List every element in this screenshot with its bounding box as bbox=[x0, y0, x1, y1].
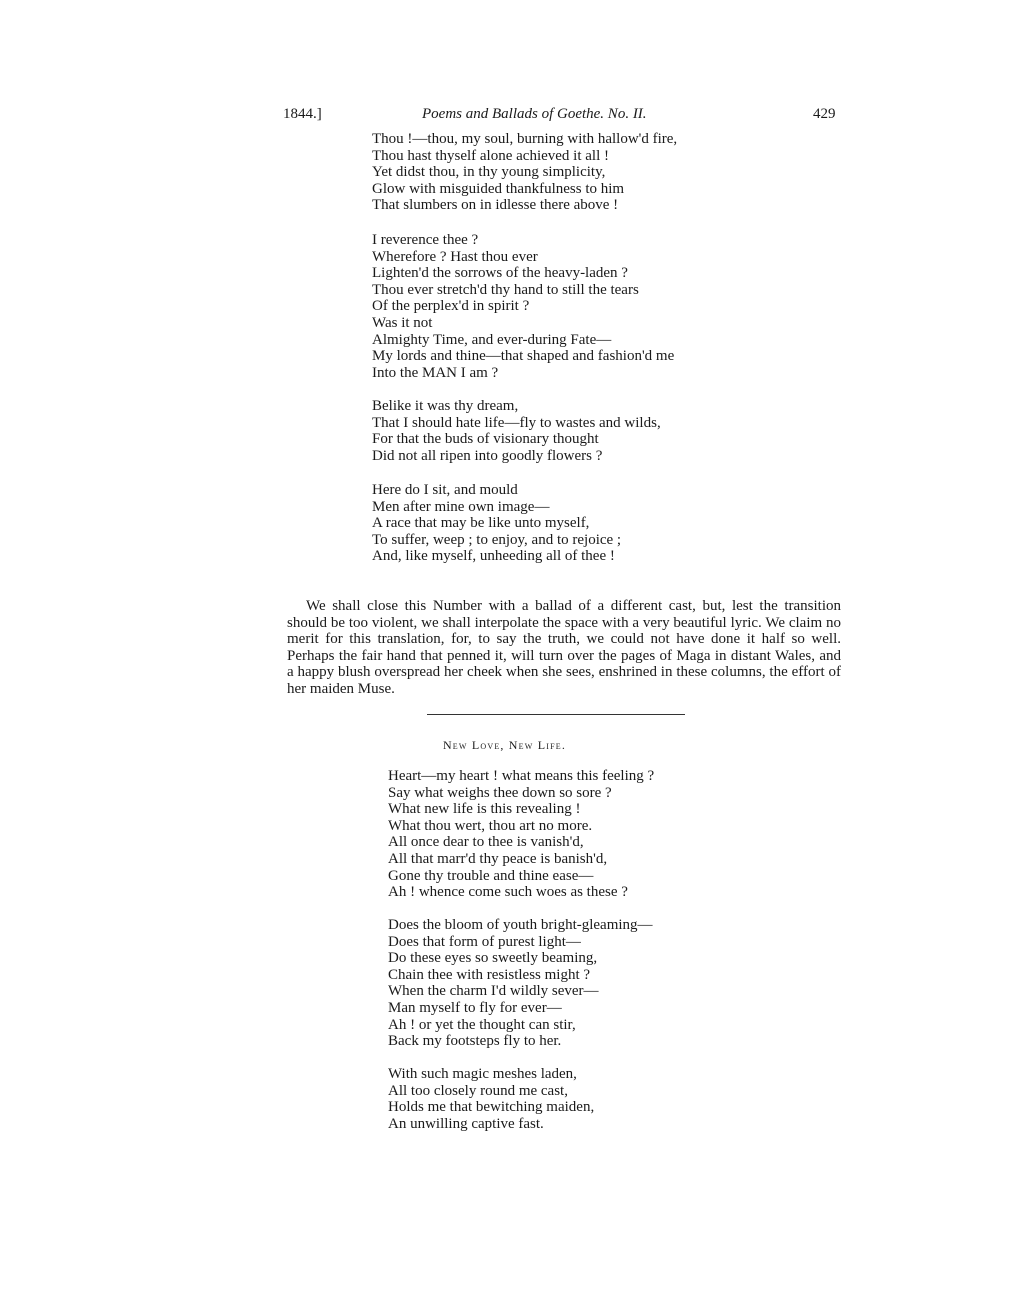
poem-line: Does that form of purest light— bbox=[388, 933, 581, 950]
poem-line: And, like myself, unheeding all of thee ! bbox=[372, 548, 615, 565]
poem-line: My lords and thine—that shaped and fashion'd me bbox=[372, 348, 675, 365]
poem-line: Thou !—thou, my soul, burning with hallow'd fire, bbox=[372, 131, 678, 147]
poem-line: Did not all ripen into goodly flowers ? bbox=[372, 447, 603, 464]
poem-line: Ah ! whence come such woes as these ? bbox=[388, 884, 628, 901]
poem-line: When the charm I'd wildly sever— bbox=[388, 983, 599, 1000]
poem-line: All once dear to thee is vanish'd, bbox=[388, 834, 584, 851]
poem-line: Was it not bbox=[372, 314, 433, 331]
poem1-stanza bbox=[372, 131, 677, 214]
poem-line: Back my footsteps fly to her. bbox=[388, 1033, 562, 1050]
poem-line: Glow with misguided thankfulness to him bbox=[372, 180, 625, 197]
section-divider bbox=[427, 714, 685, 715]
poem-line: Gone thy trouble and thine ease— bbox=[388, 867, 594, 884]
poem-line: All that marr'd thy peace is banish'd, bbox=[388, 850, 608, 867]
header-title: Poems and Ballads of Goethe. No. II. bbox=[422, 106, 647, 122]
poem-line: Almighty Time, and ever-during Fate— bbox=[372, 331, 612, 348]
page-number: 429 bbox=[813, 106, 836, 122]
poem-line: What thou wert, thou art no more. bbox=[388, 817, 593, 834]
poem-line: What new life is this revealing ! bbox=[388, 801, 581, 818]
poem-line: For that the buds of visionary thought bbox=[372, 431, 599, 448]
poem-line: Man myself to fly for ever— bbox=[388, 999, 562, 1016]
poem-line: Say what weighs thee down so sore ? bbox=[388, 784, 612, 801]
poem-line: Yet didst thou, in thy young simplicity, bbox=[372, 164, 606, 181]
poem-line: Does the bloom of youth bright-gleaming— bbox=[388, 917, 653, 933]
poem-line: That I should hate life—fly to wastes and wilds, bbox=[372, 414, 661, 431]
poem-line: Do these eyes so sweetly beaming, bbox=[388, 950, 598, 967]
running-header bbox=[0, 106, 1009, 126]
poem-line: Ah ! or yet the thought can stir, bbox=[388, 1016, 576, 1033]
poem-line: Into the MAN I am ? bbox=[372, 364, 499, 381]
poem-line: Thou hast thyself alone achieved it all ! bbox=[372, 147, 610, 164]
poem-line: All too closely round me cast, bbox=[388, 1082, 568, 1099]
editorial-paragraph: We shall close this Number with a ballad of a different cast, but, lest the transition should be too violent, we shall interpolate the space with a very beautiful lyric. We claim no merit for this translation, for, to say the truth, we could not have done it half so well. Perhaps the fair hand that penned it, will turn over the pages of Maga in distant Wales, and a happy blush overspread her cheek when she sees, enshrined in these columns, the effort of her maiden Muse. bbox=[287, 598, 841, 697]
poem-line: Here do I sit, and mould bbox=[372, 482, 518, 498]
poem-line: A race that may be like unto myself, bbox=[372, 515, 590, 532]
poem1-stanza bbox=[372, 232, 674, 381]
poem1-stanza bbox=[372, 398, 661, 464]
poem2-stanza bbox=[388, 917, 653, 1050]
poem2-stanza bbox=[388, 768, 654, 901]
poem-line: An unwilling captive fast. bbox=[388, 1115, 544, 1132]
header-year: 1844.] bbox=[283, 106, 322, 122]
poem-line: That slumbers on in idlesse there above ! bbox=[372, 197, 619, 214]
poem-line: Lighten'd the sorrows of the heavy-laden ? bbox=[372, 265, 628, 282]
poem-line: Holds me that bewitching maiden, bbox=[388, 1099, 595, 1116]
poem-line: I reverence thee ? bbox=[372, 232, 479, 248]
poem-line: With such magic meshes laden, bbox=[388, 1066, 577, 1082]
poem-line: Belike it was thy dream, bbox=[372, 398, 519, 414]
poem-line: Men after mine own image— bbox=[372, 498, 550, 515]
poem-line: Thou ever stretch'd thy hand to still the tears bbox=[372, 281, 639, 298]
poem-line: Heart—my heart ! what means this feeling ? bbox=[388, 768, 655, 784]
poem1-stanza bbox=[372, 482, 621, 565]
poem-line: Of the perplex'd in spirit ? bbox=[372, 298, 530, 315]
poem-line: To suffer, weep ; to enjoy, and to rejoice ; bbox=[372, 531, 622, 548]
poem-title: New Love, New Life. bbox=[442, 738, 567, 752]
poem2-stanza bbox=[388, 1066, 594, 1132]
poem-line: Wherefore ? Hast thou ever bbox=[372, 248, 538, 265]
poem-line: Chain thee with resistless might ? bbox=[388, 966, 591, 983]
